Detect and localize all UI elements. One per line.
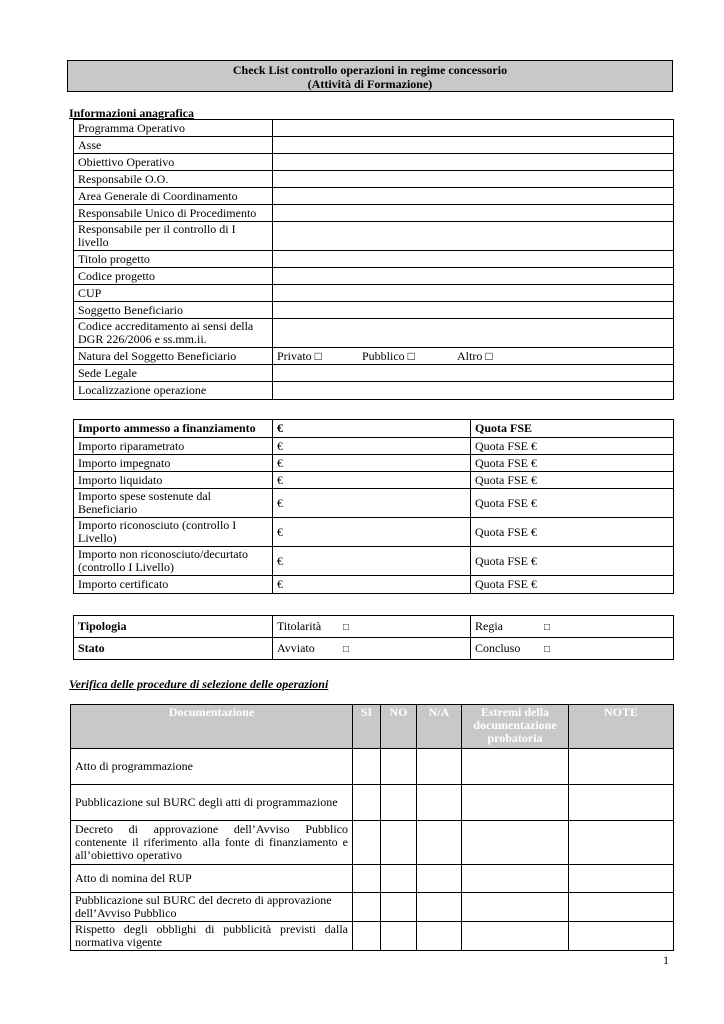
amount-quota[interactable]: Quota FSE €: [471, 489, 674, 518]
estremi-cell[interactable]: [462, 893, 569, 922]
titolarita-checkbox[interactable]: □: [343, 621, 350, 633]
info-label: Responsabile per il controllo di I livello: [74, 222, 273, 251]
avviato-checkbox[interactable]: □: [343, 643, 350, 655]
verify-item-label: Atto di programmazione: [71, 749, 353, 785]
header-note: NOTE: [569, 705, 674, 749]
amounts-table: [73, 419, 674, 594]
table-row: [74, 171, 674, 188]
amount-quota[interactable]: Quota FSE €: [471, 547, 674, 576]
si-cell[interactable]: [353, 785, 381, 821]
estremi-cell[interactable]: [462, 821, 569, 865]
note-cell[interactable]: [569, 821, 674, 865]
concluso-checkbox[interactable]: □: [544, 643, 551, 655]
table-row: [71, 865, 674, 893]
amount-currency[interactable]: €: [273, 518, 471, 547]
amount-quota[interactable]: Quota FSE €: [471, 438, 674, 455]
info-label: Programma Operativo: [74, 120, 273, 137]
info-value-cell[interactable]: [273, 382, 674, 400]
note-cell[interactable]: [569, 922, 674, 951]
table-row: [74, 188, 674, 205]
pubblico-option[interactable]: Pubblico □: [362, 348, 415, 363]
header-estremi: Estremi della documentazione probatoria: [462, 705, 569, 749]
amount-label: Importo certificato: [74, 576, 273, 594]
info-label: Codice progetto: [74, 268, 273, 285]
table-row: [74, 420, 674, 438]
avviato-label: Avviato: [277, 640, 315, 655]
verify-section-title: Verifica delle procedure di selezione delle operazioni: [69, 677, 329, 691]
amount-currency[interactable]: €: [273, 547, 471, 576]
altro-option[interactable]: Altro □: [457, 348, 493, 363]
estremi-cell[interactable]: [462, 785, 569, 821]
no-cell[interactable]: [381, 893, 417, 922]
privato-option[interactable]: Privato □: [277, 348, 322, 363]
table-row: [74, 348, 674, 365]
amount-currency[interactable]: €: [273, 455, 471, 472]
table-row: [74, 472, 674, 489]
verify-item-label: Pubblicazione sul BURC del decreto di approvazione dell’Avviso Pubblico: [71, 893, 353, 922]
tipologia-label: Tipologia: [74, 616, 273, 638]
estremi-cell[interactable]: [462, 749, 569, 785]
title-line-2: (Attività di Formazione): [307, 77, 433, 91]
no-cell[interactable]: [381, 922, 417, 951]
amount-label: Importo riparametrato: [74, 438, 273, 455]
info-value-cell[interactable]: [273, 319, 674, 348]
na-cell[interactable]: [417, 749, 462, 785]
amount-quota[interactable]: Quota FSE €: [471, 455, 674, 472]
info-label: Area Generale di Coordinamento: [74, 188, 273, 205]
natura-options-cell: [273, 348, 674, 365]
table-row: [74, 638, 674, 660]
info-label: Responsabile Unico di Procedimento: [74, 205, 273, 222]
na-cell[interactable]: [417, 865, 462, 893]
amount-label: Importo riconosciuto (controllo I Livello): [74, 518, 273, 547]
note-cell[interactable]: [569, 893, 674, 922]
avviato-option[interactable]: [273, 638, 471, 660]
info-label: Codice accreditamento ai sensi della DGR 226/2006 e ss.mm.ii.: [74, 319, 273, 348]
si-cell[interactable]: [353, 749, 381, 785]
si-cell[interactable]: [353, 821, 381, 865]
info-value-cell[interactable]: [273, 251, 674, 268]
no-cell[interactable]: [381, 865, 417, 893]
info-value-cell[interactable]: [273, 285, 674, 302]
info-label: Localizzazione operazione: [74, 382, 273, 400]
amount-quota[interactable]: Quota FSE €: [471, 472, 674, 489]
stato-label: Stato: [74, 638, 273, 660]
info-label: Soggetto Beneficiario: [74, 302, 273, 319]
amount-currency[interactable]: €: [273, 472, 471, 489]
amount-label: Importo liquidato: [74, 472, 273, 489]
verify-item-label: Rispetto degli obblighi di pubblicità previsti dalla normativa vigente: [71, 922, 353, 951]
amount-label: Importo spese sostenute dal Beneficiario: [74, 489, 273, 518]
info-value-cell[interactable]: [273, 120, 674, 137]
amount-quota[interactable]: Quota FSE €: [471, 518, 674, 547]
info-value-cell[interactable]: [273, 188, 674, 205]
page-number: 1: [663, 953, 669, 967]
table-row: [74, 455, 674, 472]
info-label: CUP: [74, 285, 273, 302]
table-row: [74, 251, 674, 268]
concluso-label: Concluso: [475, 640, 521, 655]
no-cell[interactable]: [381, 785, 417, 821]
amount-header-quota: Quota FSE: [471, 420, 674, 438]
amount-header-label: Importo ammesso a finanziamento: [74, 420, 273, 438]
si-cell[interactable]: [353, 865, 381, 893]
table-row: [74, 576, 674, 594]
amount-currency[interactable]: €: [273, 576, 471, 594]
regia-checkbox[interactable]: □: [544, 621, 551, 633]
info-value-cell[interactable]: [273, 222, 674, 251]
si-cell[interactable]: [353, 922, 381, 951]
title-line-1: Check List controllo operazioni in regime concessorio: [232, 63, 508, 77]
na-cell[interactable]: [417, 922, 462, 951]
estremi-cell[interactable]: [462, 922, 569, 951]
table-row: [71, 749, 674, 785]
table-row: [71, 821, 674, 865]
regia-option[interactable]: [471, 616, 674, 638]
info-label: Obiettivo Operativo: [74, 154, 273, 171]
na-cell[interactable]: [417, 821, 462, 865]
titolarita-option[interactable]: [273, 616, 471, 638]
table-row: [71, 893, 674, 922]
no-cell[interactable]: [381, 749, 417, 785]
info-label: Asse: [74, 137, 273, 154]
info-label: Responsabile O.O.: [74, 171, 273, 188]
table-row: [74, 547, 674, 576]
verify-table: [70, 704, 674, 951]
table-row: [74, 120, 674, 137]
amount-currency[interactable]: €: [273, 438, 471, 455]
info-value-cell[interactable]: [273, 205, 674, 222]
info-value-cell[interactable]: [273, 171, 674, 188]
info-value-cell[interactable]: [273, 365, 674, 382]
table-row: [74, 154, 674, 171]
info-value-cell[interactable]: [273, 268, 674, 285]
info-label: Sede Legale: [74, 365, 273, 382]
table-row: [74, 268, 674, 285]
table-row: [74, 285, 674, 302]
info-label: Titolo progetto: [74, 251, 273, 268]
estremi-cell[interactable]: [462, 865, 569, 893]
table-row: [74, 205, 674, 222]
table-row: [74, 518, 674, 547]
amount-quota[interactable]: Quota FSE €: [471, 576, 674, 594]
table-row: [74, 438, 674, 455]
table-row: [74, 222, 674, 251]
header-no: NO: [381, 705, 417, 749]
info-value-cell[interactable]: [273, 137, 674, 154]
verify-item-label: Pubblicazione sul BURC degli atti di programmazione: [71, 785, 353, 821]
header-si: SI: [353, 705, 381, 749]
note-cell[interactable]: [569, 785, 674, 821]
document-title: [67, 60, 673, 92]
table-row: [71, 922, 674, 951]
amount-currency[interactable]: €: [273, 489, 471, 518]
table-row: [74, 616, 674, 638]
table-row: [74, 137, 674, 154]
table-row: [74, 365, 674, 382]
na-cell[interactable]: [417, 893, 462, 922]
note-cell[interactable]: [569, 749, 674, 785]
table-row: [74, 302, 674, 319]
note-cell[interactable]: [569, 865, 674, 893]
amount-header-currency: €: [273, 420, 471, 438]
header-na: N/A: [417, 705, 462, 749]
table-header-row: [71, 705, 674, 749]
no-cell[interactable]: [381, 821, 417, 865]
info-label: Natura del Soggetto Beneficiario: [74, 348, 273, 365]
na-cell[interactable]: [417, 785, 462, 821]
table-row: [71, 785, 674, 821]
verify-item-label: Atto di nomina del RUP: [71, 865, 353, 893]
info-value-cell[interactable]: [273, 154, 674, 171]
amount-label: Importo non riconosciuto/decurtato (controllo I Livello): [74, 547, 273, 576]
table-row: [74, 319, 674, 348]
info-table: [73, 119, 674, 400]
table-row: [74, 382, 674, 400]
amount-label: Importo impegnato: [74, 455, 273, 472]
verify-item-label: Decreto di approvazione dell’Avviso Pubblico contenente il riferimento alla fonte di finanziamento e all’obiettivo operativo: [71, 821, 353, 865]
type-status-table: [73, 615, 674, 660]
info-value-cell[interactable]: [273, 302, 674, 319]
section-info-label: Informazioni anagrafica: [69, 106, 194, 120]
concluso-option[interactable]: [471, 638, 674, 660]
table-row: [74, 489, 674, 518]
header-documentazione: Documentazione: [71, 705, 353, 749]
titolarita-label: Titolarità: [277, 618, 322, 633]
si-cell[interactable]: [353, 893, 381, 922]
regia-label: Regia: [475, 618, 503, 633]
